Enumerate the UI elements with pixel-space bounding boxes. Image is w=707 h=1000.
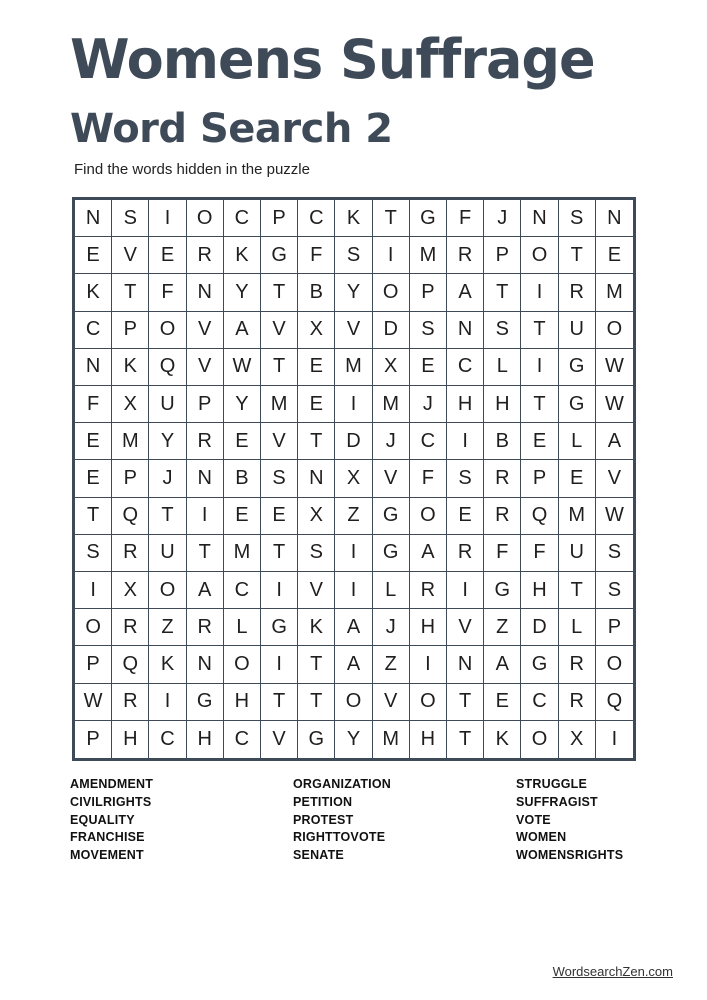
grid-cell: R bbox=[112, 609, 149, 646]
grid-cell: N bbox=[447, 646, 484, 683]
grid-cell: D bbox=[373, 312, 410, 349]
grid-cell: A bbox=[335, 609, 372, 646]
grid-cell: L bbox=[224, 609, 261, 646]
word-list-item: FRANCHISE bbox=[70, 830, 145, 845]
grid-cell: P bbox=[261, 200, 298, 237]
grid-cell: T bbox=[447, 684, 484, 721]
grid-cell: I bbox=[261, 646, 298, 683]
grid-cell: E bbox=[484, 684, 521, 721]
word-list bbox=[70, 776, 670, 865]
grid-cell: Y bbox=[335, 721, 372, 758]
grid-cell: T bbox=[261, 684, 298, 721]
grid-cell: G bbox=[559, 386, 596, 423]
grid-cell: R bbox=[484, 460, 521, 497]
grid-cell: N bbox=[521, 200, 558, 237]
grid-cell: B bbox=[484, 423, 521, 460]
grid-cell: X bbox=[112, 386, 149, 423]
word-list-column bbox=[293, 776, 516, 865]
grid-cell: F bbox=[484, 535, 521, 572]
grid-cell: K bbox=[298, 609, 335, 646]
grid-cell: E bbox=[559, 460, 596, 497]
grid-cell: V bbox=[261, 423, 298, 460]
grid-cell: S bbox=[298, 535, 335, 572]
grid-cell: H bbox=[410, 721, 447, 758]
grid-cell: W bbox=[596, 386, 633, 423]
word-list-item: CIVILRIGHTS bbox=[70, 794, 152, 809]
grid-cell: G bbox=[298, 721, 335, 758]
word-list-item: WOMENSRIGHTS bbox=[516, 848, 624, 863]
grid-cell: L bbox=[484, 349, 521, 386]
grid-cell: V bbox=[261, 312, 298, 349]
grid-cell: T bbox=[559, 572, 596, 609]
grid-cell: I bbox=[261, 572, 298, 609]
grid-cell: V bbox=[335, 312, 372, 349]
grid-cell: Z bbox=[335, 498, 372, 535]
grid-cell: R bbox=[559, 646, 596, 683]
grid-cell: M bbox=[373, 721, 410, 758]
grid-cell: N bbox=[298, 460, 335, 497]
grid-cell: G bbox=[373, 498, 410, 535]
grid-cell: R bbox=[484, 498, 521, 535]
grid-cell: J bbox=[410, 386, 447, 423]
grid-cell: O bbox=[224, 646, 261, 683]
grid-cell: O bbox=[596, 646, 633, 683]
grid-cell: R bbox=[559, 274, 596, 311]
grid-cell: Q bbox=[521, 498, 558, 535]
grid-cell: V bbox=[187, 312, 224, 349]
grid-cell: S bbox=[261, 460, 298, 497]
site-link[interactable]: WordsearchZen.com bbox=[552, 964, 673, 979]
grid-cell: U bbox=[149, 386, 186, 423]
grid-cell: R bbox=[559, 684, 596, 721]
grid-cell: I bbox=[335, 572, 372, 609]
grid-cell: V bbox=[298, 572, 335, 609]
word-list-column bbox=[70, 776, 293, 865]
word-list-item: STRUGGLE bbox=[516, 777, 588, 791]
grid-cell: V bbox=[187, 349, 224, 386]
grid-cell: I bbox=[149, 200, 186, 237]
grid-cell: C bbox=[410, 423, 447, 460]
grid-cell: T bbox=[75, 498, 112, 535]
grid-cell: H bbox=[112, 721, 149, 758]
word-list-item: SENATE bbox=[293, 848, 344, 863]
grid-cell: O bbox=[410, 498, 447, 535]
grid-cell: H bbox=[521, 572, 558, 609]
grid-cell: T bbox=[112, 274, 149, 311]
grid-cell: W bbox=[224, 349, 261, 386]
grid-cell: I bbox=[335, 386, 372, 423]
grid-cell: U bbox=[149, 535, 186, 572]
word-list-item: AMENDMENT bbox=[70, 777, 154, 791]
word-list-item: VOTE bbox=[516, 812, 551, 827]
grid-cell: P bbox=[112, 312, 149, 349]
word-list-column bbox=[516, 776, 670, 865]
grid-cell: J bbox=[373, 609, 410, 646]
grid-cell: Y bbox=[224, 386, 261, 423]
grid-cell: H bbox=[410, 609, 447, 646]
grid-cell: N bbox=[187, 274, 224, 311]
grid-cell: A bbox=[447, 274, 484, 311]
grid-cell: N bbox=[187, 460, 224, 497]
grid-cell: E bbox=[447, 498, 484, 535]
grid-cell: O bbox=[75, 609, 112, 646]
grid-cell: T bbox=[261, 535, 298, 572]
grid-cell: J bbox=[149, 460, 186, 497]
grid-cell: V bbox=[447, 609, 484, 646]
grid-cell: E bbox=[298, 349, 335, 386]
grid-cell: E bbox=[596, 237, 633, 274]
grid-cell: T bbox=[187, 535, 224, 572]
grid-cell: N bbox=[447, 312, 484, 349]
grid-cell: H bbox=[447, 386, 484, 423]
word-list-item: WOMEN bbox=[516, 830, 567, 845]
grid-cell: G bbox=[484, 572, 521, 609]
word-list-item: SUFFRAGIST bbox=[516, 794, 598, 809]
grid-cell: X bbox=[373, 349, 410, 386]
grid-cell: G bbox=[187, 684, 224, 721]
grid-cell: P bbox=[484, 237, 521, 274]
grid-cell: M bbox=[261, 386, 298, 423]
grid-cell: J bbox=[373, 423, 410, 460]
grid-cell: M bbox=[559, 498, 596, 535]
grid-cell: I bbox=[75, 572, 112, 609]
grid-cell: H bbox=[187, 721, 224, 758]
grid-cell: O bbox=[410, 684, 447, 721]
grid-cell: X bbox=[335, 460, 372, 497]
grid-cell: I bbox=[447, 572, 484, 609]
grid-cell: E bbox=[75, 237, 112, 274]
grid-cell: N bbox=[596, 200, 633, 237]
grid-cell: T bbox=[298, 684, 335, 721]
grid-cell: L bbox=[559, 423, 596, 460]
grid-cell: T bbox=[559, 237, 596, 274]
grid-cell: R bbox=[410, 572, 447, 609]
grid-cell: Y bbox=[335, 274, 372, 311]
grid-cell: I bbox=[335, 535, 372, 572]
word-list-item: PROTEST bbox=[293, 812, 354, 827]
grid-cell: M bbox=[410, 237, 447, 274]
grid-cell: I bbox=[149, 684, 186, 721]
grid-cell: G bbox=[521, 646, 558, 683]
grid-cell: T bbox=[261, 274, 298, 311]
page-title: Womens Suffrage bbox=[70, 28, 595, 91]
grid-cell: Q bbox=[112, 498, 149, 535]
grid-cell: I bbox=[521, 274, 558, 311]
grid-cell: O bbox=[149, 572, 186, 609]
grid-cell: O bbox=[596, 312, 633, 349]
grid-cell: N bbox=[75, 349, 112, 386]
grid-cell: A bbox=[187, 572, 224, 609]
grid-cell: L bbox=[373, 572, 410, 609]
grid-cell: V bbox=[596, 460, 633, 497]
grid-cell: K bbox=[75, 274, 112, 311]
grid-cell: W bbox=[596, 349, 633, 386]
grid-cell: O bbox=[149, 312, 186, 349]
grid-cell: V bbox=[373, 684, 410, 721]
grid-cell: Z bbox=[149, 609, 186, 646]
grid-cell: G bbox=[261, 237, 298, 274]
grid-cell: N bbox=[75, 200, 112, 237]
grid-cell: S bbox=[484, 312, 521, 349]
grid-cell: E bbox=[298, 386, 335, 423]
grid-cell: K bbox=[149, 646, 186, 683]
grid-cell: W bbox=[75, 684, 112, 721]
grid-cell: E bbox=[521, 423, 558, 460]
grid-cell: F bbox=[447, 200, 484, 237]
grid-cell: E bbox=[224, 423, 261, 460]
grid-cell: R bbox=[112, 684, 149, 721]
grid-cell: P bbox=[75, 721, 112, 758]
grid-cell: K bbox=[112, 349, 149, 386]
grid-cell: K bbox=[335, 200, 372, 237]
grid-cell: T bbox=[298, 646, 335, 683]
grid-cell: M bbox=[373, 386, 410, 423]
word-list-item: MOVEMENT bbox=[70, 848, 144, 863]
grid-cell: S bbox=[410, 312, 447, 349]
grid-cell: P bbox=[410, 274, 447, 311]
puzzle-grid bbox=[72, 197, 636, 761]
grid-cell: A bbox=[484, 646, 521, 683]
grid-cell: V bbox=[373, 460, 410, 497]
grid-cell: G bbox=[261, 609, 298, 646]
grid-cell: O bbox=[521, 721, 558, 758]
word-list-item: ORGANIZATION bbox=[293, 777, 391, 791]
grid-cell: Q bbox=[149, 349, 186, 386]
grid-cell: F bbox=[75, 386, 112, 423]
grid-cell: E bbox=[224, 498, 261, 535]
grid-cell: I bbox=[611, 727, 618, 750]
grid-cell: S bbox=[559, 200, 596, 237]
grid-cell: S bbox=[596, 572, 633, 609]
grid-cell: Y bbox=[149, 423, 186, 460]
grid-cell: A bbox=[335, 646, 372, 683]
grid-cell: C bbox=[447, 349, 484, 386]
word-list-item: EQUALITY bbox=[70, 812, 135, 827]
grid-cell: I bbox=[410, 646, 447, 683]
grid-cell: C bbox=[521, 684, 558, 721]
grid-cell: R bbox=[187, 423, 224, 460]
grid-cell: Z bbox=[484, 609, 521, 646]
word-list-item: RIGHTTOVOTE bbox=[293, 830, 386, 845]
grid-cell: U bbox=[559, 312, 596, 349]
grid-cell: O bbox=[373, 274, 410, 311]
grid-cell: R bbox=[112, 535, 149, 572]
grid-cell: E bbox=[75, 460, 112, 497]
grid-cell: X bbox=[298, 312, 335, 349]
grid-cell: R bbox=[187, 237, 224, 274]
grid-cell: I bbox=[373, 237, 410, 274]
grid-cell: J bbox=[484, 200, 521, 237]
grid-cell: I bbox=[521, 349, 558, 386]
grid-cell: C bbox=[224, 721, 261, 758]
grid-cell: G bbox=[410, 200, 447, 237]
grid-cell: T bbox=[149, 498, 186, 535]
grid-cell: E bbox=[410, 349, 447, 386]
grid-cell: S bbox=[596, 535, 633, 572]
grid-cell: M bbox=[596, 274, 633, 311]
grid-cell: Z bbox=[373, 646, 410, 683]
grid-cell: G bbox=[559, 349, 596, 386]
grid-cell: K bbox=[224, 237, 261, 274]
grid-cell: R bbox=[187, 609, 224, 646]
grid-cell: T bbox=[261, 349, 298, 386]
grid-cell: W bbox=[596, 498, 633, 535]
grid-cell: C bbox=[75, 312, 112, 349]
grid-cell: S bbox=[447, 460, 484, 497]
grid-cell: C bbox=[149, 721, 186, 758]
grid-cell: I bbox=[187, 498, 224, 535]
grid-cell: P bbox=[596, 609, 633, 646]
grid-cell: F bbox=[149, 274, 186, 311]
grid-cell: A bbox=[596, 423, 633, 460]
grid-cell: F bbox=[410, 460, 447, 497]
grid-cell: O bbox=[335, 684, 372, 721]
grid-cell: T bbox=[298, 423, 335, 460]
grid-cell: H bbox=[484, 386, 521, 423]
grid-cell: Y bbox=[224, 274, 261, 311]
grid-cell: E bbox=[75, 423, 112, 460]
grid-cell: O bbox=[187, 200, 224, 237]
grid-cell: P bbox=[521, 460, 558, 497]
grid-cell: Q bbox=[112, 646, 149, 683]
grid-cell: C bbox=[298, 200, 335, 237]
grid-cell: T bbox=[484, 274, 521, 311]
grid-cell: X bbox=[559, 721, 596, 758]
grid-cell: G bbox=[373, 535, 410, 572]
instructions-text: Find the words hidden in the puzzle bbox=[74, 161, 310, 178]
grid-cell: A bbox=[224, 312, 261, 349]
grid-cell: M bbox=[335, 349, 372, 386]
grid-cell: D bbox=[521, 609, 558, 646]
grid-cell: M bbox=[224, 535, 261, 572]
grid-cell: E bbox=[261, 498, 298, 535]
grid-cell: L bbox=[559, 609, 596, 646]
grid-cell: B bbox=[298, 274, 335, 311]
grid-cell: X bbox=[298, 498, 335, 535]
grid-cell: R bbox=[447, 237, 484, 274]
page-subtitle: Word Search 2 bbox=[70, 106, 393, 152]
grid-cell: V bbox=[112, 237, 149, 274]
grid-cell: O bbox=[521, 237, 558, 274]
grid-cell: V bbox=[261, 721, 298, 758]
grid-cell: P bbox=[75, 646, 112, 683]
grid-cell: T bbox=[521, 312, 558, 349]
grid-cell: S bbox=[335, 237, 372, 274]
grid-cell: N bbox=[187, 646, 224, 683]
grid-cell: K bbox=[484, 721, 521, 758]
grid-cell: C bbox=[224, 200, 261, 237]
grid-cell: U bbox=[559, 535, 596, 572]
grid-cell: T bbox=[373, 200, 410, 237]
grid-cell: M bbox=[112, 423, 149, 460]
grid-cell: H bbox=[224, 684, 261, 721]
grid-cell: Q bbox=[596, 684, 633, 721]
grid-cell: T bbox=[447, 721, 484, 758]
grid-cell: P bbox=[187, 386, 224, 423]
grid-cell: A bbox=[410, 535, 447, 572]
grid-cell: S bbox=[112, 200, 149, 237]
grid-cell: B bbox=[224, 460, 261, 497]
grid-cell: D bbox=[335, 423, 372, 460]
grid-cell: X bbox=[112, 572, 149, 609]
grid-cell: F bbox=[521, 535, 558, 572]
grid-cell: I bbox=[447, 423, 484, 460]
word-list-item: PETITION bbox=[293, 794, 353, 809]
grid-cell: R bbox=[447, 535, 484, 572]
grid-cell: F bbox=[298, 237, 335, 274]
grid-cell: T bbox=[521, 386, 558, 423]
grid-cell: P bbox=[112, 460, 149, 497]
grid-cell: C bbox=[224, 572, 261, 609]
grid-cell: E bbox=[149, 237, 186, 274]
grid-cell: S bbox=[75, 535, 112, 572]
